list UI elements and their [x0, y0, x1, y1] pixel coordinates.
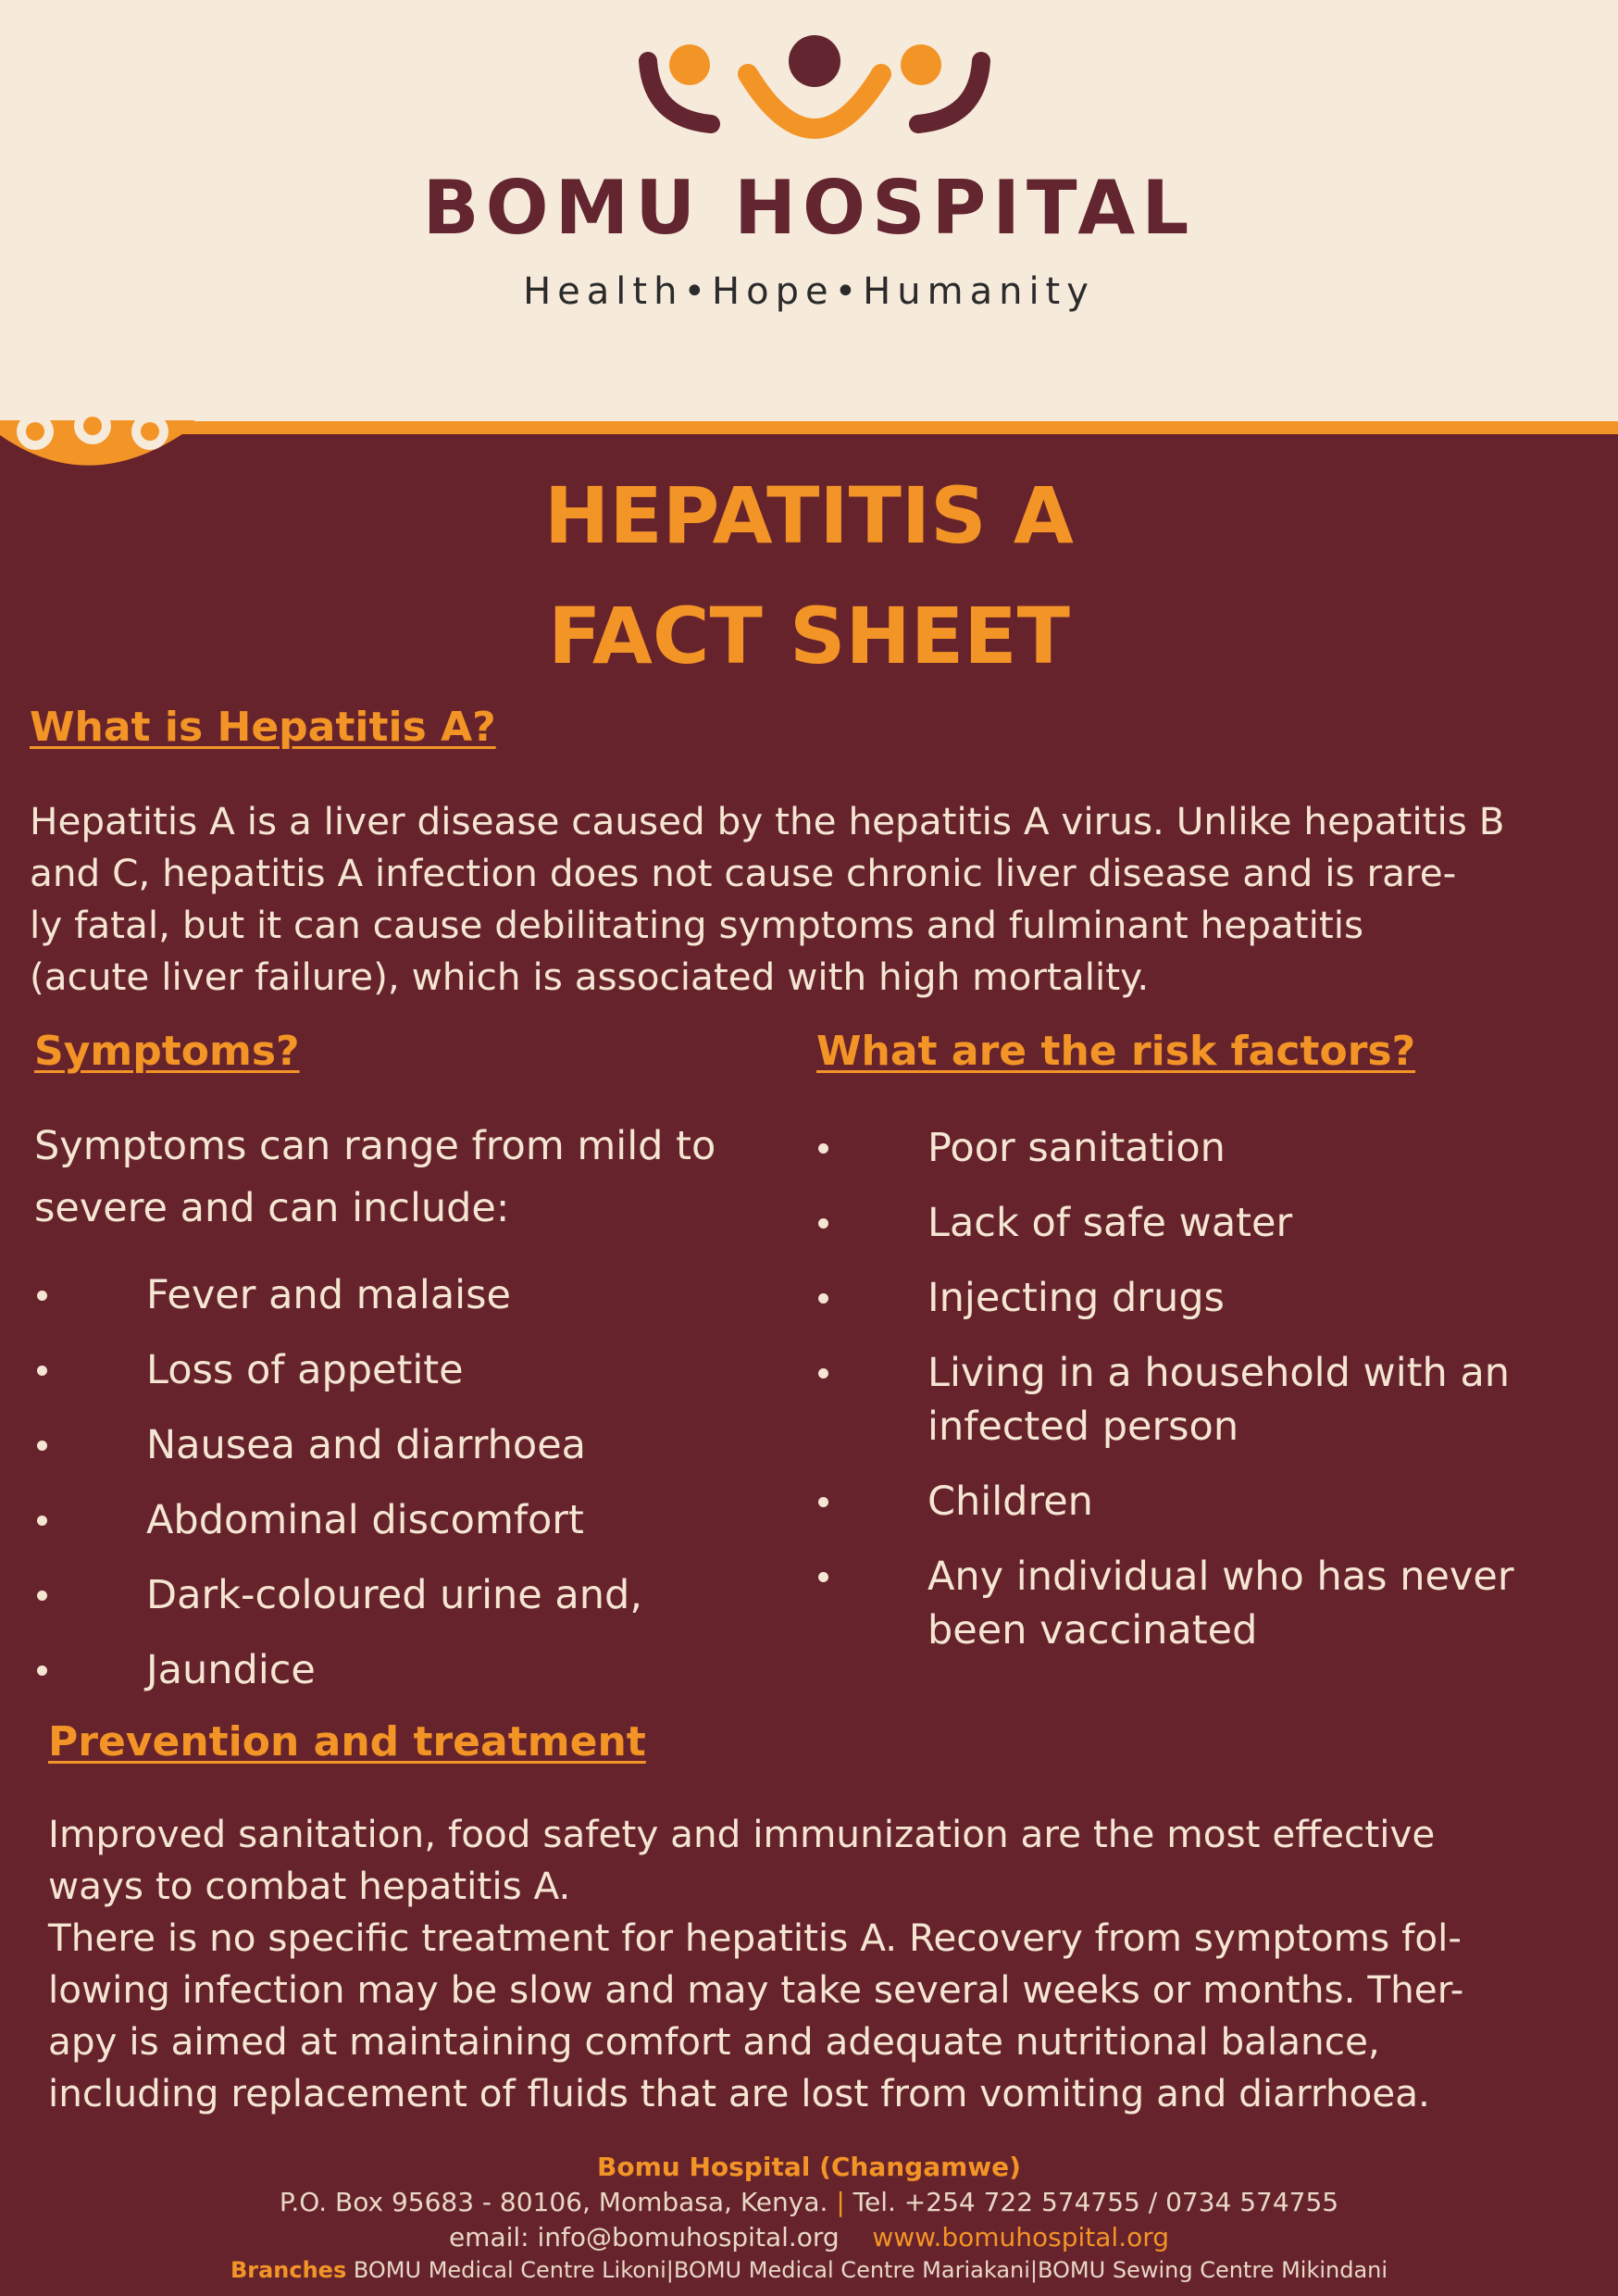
- prevention-line: There is no specific treatment for hepatitis A. Recovery from symptoms fol-: [48, 1915, 1462, 1960]
- footer-address: P.O. Box 95683 - 80106, Mombasa, Kenya.: [279, 2187, 828, 2217]
- footer-branches-label: Branches: [230, 2257, 347, 2283]
- risk-factors-list: [818, 1121, 1577, 1661]
- list-item: Abdominal discomfort: [37, 1493, 759, 1568]
- prevention-line: including replacement of fluids that are lost from vomiting and diarrhoea.: [48, 2071, 1430, 2115]
- list-item: Living in a household with an infected person: [818, 1346, 1577, 1475]
- prevention-paragraph: [48, 1808, 1463, 2119]
- section-heading-risk-factors: What are the risk factors?: [816, 1028, 1416, 1075]
- intro-line: Hepatitis A is a liver disease caused by the hepatitis A virus. Unlike hepatitis B: [30, 799, 1505, 843]
- title-line-2: FACT SHEET: [548, 591, 1070, 681]
- footer-org-name: Bomu Hospital (Changamwe): [597, 2152, 1021, 2182]
- list-item: Jaundice: [37, 1643, 759, 1718]
- footer-separator: |: [836, 2187, 845, 2217]
- bullet-icon: [818, 1293, 828, 1304]
- footer-website-link[interactable]: www.bomuhospital.org: [872, 2222, 1170, 2252]
- header-divider: [0, 421, 1618, 434]
- title-line-1: HEPATITIS A: [544, 470, 1074, 561]
- section-heading-what-is: What is Hepatitis A?: [30, 704, 496, 751]
- list-item: Fever and malaise: [37, 1268, 759, 1343]
- footer-branches-list: BOMU Medical Centre Likoni|BOMU Medical Centre Mariakani|BOMU Sewing Centre Mikindani: [353, 2257, 1388, 2283]
- symptoms-list: [37, 1268, 759, 1718]
- prevention-line: lowing infection may be slow and may take several weeks or months. Ther-: [48, 1967, 1464, 2012]
- footer-contact-line: [0, 2187, 1618, 2217]
- prevention-line: ways to combat hepatitis A.: [48, 1864, 571, 1908]
- bullet-icon: [818, 1497, 828, 1507]
- list-item: Any individual who has never been vaccinated: [818, 1550, 1577, 1661]
- bullet-icon: [37, 1291, 47, 1301]
- bullet-icon: [818, 1368, 828, 1379]
- intro-paragraph: [30, 795, 1505, 1003]
- footer-branches-line: [0, 2257, 1618, 2283]
- list-item: Poor sanitation: [818, 1121, 1577, 1196]
- footer-email[interactable]: email: info@bomuhospital.org: [448, 2222, 840, 2252]
- list-item: Lack of safe water: [818, 1196, 1577, 1271]
- bullet-icon: [37, 1516, 47, 1526]
- intro-line: ly fatal, but it can cause debilitating symptoms and fulminant hepatitis: [30, 903, 1364, 947]
- list-item: Injecting drugs: [818, 1271, 1577, 1346]
- hospital-name: BOMU HOSPITAL: [422, 165, 1196, 251]
- footer-telephone: Tel. +254 722 574755 / 0734 574755: [853, 2187, 1339, 2217]
- three-people-logo-icon: [639, 26, 990, 156]
- list-item: Loss of appetite: [37, 1343, 759, 1418]
- bullet-icon: [37, 1666, 47, 1676]
- bullet-icon: [37, 1441, 47, 1451]
- symptoms-intro: [34, 1116, 716, 1240]
- section-heading-symptoms: Symptoms?: [34, 1028, 300, 1075]
- prevention-line: Improved sanitation, food safety and immunization are the most effective: [48, 1812, 1436, 1856]
- intro-line: and C, hepatitis A infection does not cause chronic liver disease and is rare-: [30, 851, 1457, 895]
- bullet-icon: [37, 1591, 47, 1601]
- prevention-line: apy is aimed at maintaining comfort and adequate nutritional balance,: [48, 2019, 1380, 2064]
- hospital-tagline: Health•Hope•Humanity: [523, 270, 1095, 313]
- list-item: Dark-coloured urine and,: [37, 1568, 759, 1643]
- decorative-dots-icon: [0, 398, 213, 472]
- bullet-icon: [818, 1143, 828, 1154]
- symptoms-intro-line: severe and can include:: [34, 1185, 510, 1231]
- footer-web-line: [0, 2222, 1618, 2252]
- list-item: Nausea and diarrhoea: [37, 1418, 759, 1493]
- section-heading-prevention: Prevention and treatment: [48, 1718, 646, 1766]
- symptoms-intro-line: Symptoms can range from mild to: [34, 1123, 716, 1169]
- list-item: Children: [818, 1475, 1577, 1550]
- bullet-icon: [37, 1366, 47, 1376]
- intro-line: (acute liver failure), which is associated with high mortality.: [30, 955, 1150, 999]
- bullet-icon: [818, 1572, 828, 1582]
- bullet-icon: [818, 1218, 828, 1229]
